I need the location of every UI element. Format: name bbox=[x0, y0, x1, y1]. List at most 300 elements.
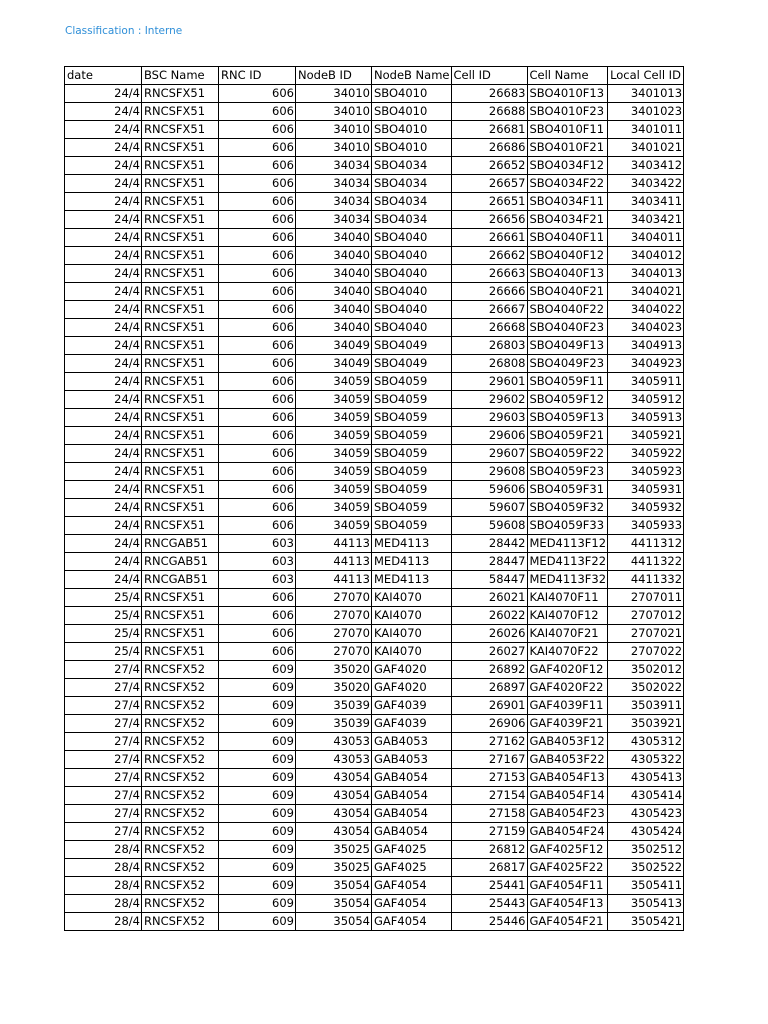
cell-date: 24/4 bbox=[65, 427, 142, 445]
cell-rnc-id: 609 bbox=[219, 895, 296, 913]
cell-date: 25/4 bbox=[65, 625, 142, 643]
cell-nodeb-id: 34034 bbox=[296, 211, 372, 229]
cell-bsc-name: RNCSFX52 bbox=[142, 661, 219, 679]
table-header-row bbox=[65, 67, 684, 85]
cell-nodeb-id: 34034 bbox=[296, 193, 372, 211]
table-row bbox=[65, 103, 684, 121]
cell-date: 28/4 bbox=[65, 859, 142, 877]
table-row bbox=[65, 589, 684, 607]
cell-local-cell-id: 3404022 bbox=[608, 301, 684, 319]
table-row bbox=[65, 283, 684, 301]
cell-bsc-name: RNCSFX52 bbox=[142, 751, 219, 769]
cell-local-cell-id: 4305423 bbox=[608, 805, 684, 823]
cell-date: 24/4 bbox=[65, 211, 142, 229]
header-bsc-name: BSC Name bbox=[142, 67, 219, 85]
table-row bbox=[65, 661, 684, 679]
cell-date: 24/4 bbox=[65, 373, 142, 391]
cell-cell-name: SBO4040F22 bbox=[527, 301, 608, 319]
cell-cell-id: 26657 bbox=[451, 175, 527, 193]
cell-date: 24/4 bbox=[65, 553, 142, 571]
cell-nodeb-id: 27070 bbox=[296, 607, 372, 625]
cell-nodeb-name: GAF4025 bbox=[372, 859, 452, 877]
cell-nodeb-name: GAB4054 bbox=[372, 823, 452, 841]
table-row bbox=[65, 913, 684, 931]
cell-date: 28/4 bbox=[65, 895, 142, 913]
cell-bsc-name: RNCSFX51 bbox=[142, 463, 219, 481]
cell-nodeb-name: SBO4059 bbox=[372, 481, 452, 499]
cell-cell-id: 26666 bbox=[451, 283, 527, 301]
cell-local-cell-id: 4305424 bbox=[608, 823, 684, 841]
table-row bbox=[65, 553, 684, 571]
cell-cell-id: 27153 bbox=[451, 769, 527, 787]
cell-local-cell-id: 4411322 bbox=[608, 553, 684, 571]
cell-cell-id: 26901 bbox=[451, 697, 527, 715]
cell-nodeb-id: 34059 bbox=[296, 481, 372, 499]
cell-nodeb-id: 35025 bbox=[296, 859, 372, 877]
cell-nodeb-id: 34059 bbox=[296, 463, 372, 481]
cell-cell-id: 29606 bbox=[451, 427, 527, 445]
cell-cell-id: 26656 bbox=[451, 211, 527, 229]
cell-cell-name: SBO4034F21 bbox=[527, 211, 608, 229]
cell-bsc-name: RNCSFX52 bbox=[142, 679, 219, 697]
cell-date: 24/4 bbox=[65, 157, 142, 175]
cell-nodeb-name: GAF4025 bbox=[372, 841, 452, 859]
cell-date: 24/4 bbox=[65, 103, 142, 121]
cell-bsc-name: RNCSFX51 bbox=[142, 355, 219, 373]
cell-nodeb-name: GAF4039 bbox=[372, 697, 452, 715]
cell-date: 25/4 bbox=[65, 607, 142, 625]
cell-local-cell-id: 3404012 bbox=[608, 247, 684, 265]
cell-nodeb-name: SBO4059 bbox=[372, 445, 452, 463]
cell-bsc-name: RNCSFX52 bbox=[142, 859, 219, 877]
cell-nodeb-name: SBO4010 bbox=[372, 103, 452, 121]
cell-bsc-name: RNCSFX52 bbox=[142, 805, 219, 823]
cell-date: 24/4 bbox=[65, 391, 142, 409]
cell-cell-name: GAF4039F11 bbox=[527, 697, 608, 715]
cell-cell-id: 58447 bbox=[451, 571, 527, 589]
cell-bsc-name: RNCSFX52 bbox=[142, 697, 219, 715]
cell-nodeb-id: 43053 bbox=[296, 751, 372, 769]
cell-date: 27/4 bbox=[65, 751, 142, 769]
cell-cell-name: GAB4053F22 bbox=[527, 751, 608, 769]
cell-bsc-name: RNCSFX51 bbox=[142, 499, 219, 517]
cell-cell-name: KAI4070F21 bbox=[527, 625, 608, 643]
table-row bbox=[65, 517, 684, 535]
cell-cell-name: GAB4053F12 bbox=[527, 733, 608, 751]
cell-rnc-id: 606 bbox=[219, 193, 296, 211]
cell-local-cell-id: 4305414 bbox=[608, 787, 684, 805]
cell-cell-name: KAI4070F12 bbox=[527, 607, 608, 625]
cell-cell-name: SBO4059F22 bbox=[527, 445, 608, 463]
cell-rnc-id: 606 bbox=[219, 499, 296, 517]
cell-rnc-id: 606 bbox=[219, 481, 296, 499]
cell-cell-id: 26812 bbox=[451, 841, 527, 859]
cell-local-cell-id: 3401011 bbox=[608, 121, 684, 139]
cell-cell-name: SBO4059F32 bbox=[527, 499, 608, 517]
cell-local-cell-id: 3502522 bbox=[608, 859, 684, 877]
table-row bbox=[65, 841, 684, 859]
cell-local-cell-id: 3404013 bbox=[608, 265, 684, 283]
cell-local-cell-id: 4305413 bbox=[608, 769, 684, 787]
cell-rnc-id: 609 bbox=[219, 751, 296, 769]
cell-nodeb-name: GAB4054 bbox=[372, 805, 452, 823]
cell-bsc-name: RNCSFX51 bbox=[142, 211, 219, 229]
cell-rnc-id: 609 bbox=[219, 805, 296, 823]
cell-nodeb-name: SBO4059 bbox=[372, 427, 452, 445]
cell-nodeb-name: GAB4053 bbox=[372, 733, 452, 751]
cell-nodeb-name: SBO4049 bbox=[372, 355, 452, 373]
cell-nodeb-name: SBO4010 bbox=[372, 121, 452, 139]
table-row bbox=[65, 175, 684, 193]
cell-bsc-name: RNCSFX51 bbox=[142, 427, 219, 445]
cell-rnc-id: 606 bbox=[219, 355, 296, 373]
cell-rnc-id: 609 bbox=[219, 679, 296, 697]
cell-cell-id: 27154 bbox=[451, 787, 527, 805]
table-row bbox=[65, 193, 684, 211]
cell-nodeb-name: KAI4070 bbox=[372, 625, 452, 643]
cell-cell-name: SBO4034F12 bbox=[527, 157, 608, 175]
cell-nodeb-name: SBO4049 bbox=[372, 337, 452, 355]
cell-date: 24/4 bbox=[65, 355, 142, 373]
table-row bbox=[65, 679, 684, 697]
cell-nodeb-id: 34010 bbox=[296, 121, 372, 139]
cell-nodeb-id: 34040 bbox=[296, 283, 372, 301]
cell-nodeb-id: 35020 bbox=[296, 661, 372, 679]
cell-nodeb-name: GAF4039 bbox=[372, 715, 452, 733]
cell-cell-name: SBO4049F23 bbox=[527, 355, 608, 373]
cell-bsc-name: RNCSFX51 bbox=[142, 517, 219, 535]
cell-bsc-name: RNCSFX51 bbox=[142, 301, 219, 319]
table-row bbox=[65, 643, 684, 661]
cell-bsc-name: RNCSFX52 bbox=[142, 877, 219, 895]
table-row bbox=[65, 157, 684, 175]
cell-cell-id: 26661 bbox=[451, 229, 527, 247]
cell-nodeb-id: 34010 bbox=[296, 103, 372, 121]
table-row bbox=[65, 877, 684, 895]
cell-nodeb-id: 34040 bbox=[296, 247, 372, 265]
cell-cell-id: 26808 bbox=[451, 355, 527, 373]
cell-nodeb-id: 34034 bbox=[296, 175, 372, 193]
cell-cell-name: SBO4010F11 bbox=[527, 121, 608, 139]
cell-rnc-id: 609 bbox=[219, 715, 296, 733]
cell-date: 27/4 bbox=[65, 805, 142, 823]
cell-cell-name: SBO4059F13 bbox=[527, 409, 608, 427]
cell-date: 25/4 bbox=[65, 589, 142, 607]
table-row bbox=[65, 463, 684, 481]
cell-cell-name: GAF4020F12 bbox=[527, 661, 608, 679]
cell-nodeb-name: SBO4059 bbox=[372, 463, 452, 481]
cell-rnc-id: 606 bbox=[219, 643, 296, 661]
cell-bsc-name: RNCSFX51 bbox=[142, 283, 219, 301]
cell-date: 27/4 bbox=[65, 661, 142, 679]
cell-nodeb-id: 34059 bbox=[296, 517, 372, 535]
cell-local-cell-id: 3505413 bbox=[608, 895, 684, 913]
cell-bsc-name: RNCSFX52 bbox=[142, 769, 219, 787]
cell-cell-name: SBO4010F13 bbox=[527, 85, 608, 103]
cell-nodeb-id: 34059 bbox=[296, 427, 372, 445]
cell-bsc-name: RNCSFX51 bbox=[142, 589, 219, 607]
cell-cell-name: MED4113F32 bbox=[527, 571, 608, 589]
cell-rnc-id: 609 bbox=[219, 877, 296, 895]
cell-rnc-id: 606 bbox=[219, 409, 296, 427]
cell-rnc-id: 606 bbox=[219, 103, 296, 121]
cell-nodeb-name: SBO4040 bbox=[372, 301, 452, 319]
cell-cell-id: 25446 bbox=[451, 913, 527, 931]
cell-local-cell-id: 3503921 bbox=[608, 715, 684, 733]
cell-local-cell-id: 3404011 bbox=[608, 229, 684, 247]
table-row bbox=[65, 265, 684, 283]
cell-cell-id: 59608 bbox=[451, 517, 527, 535]
header-rnc-id: RNC ID bbox=[219, 67, 296, 85]
cell-cell-name: SBO4034F11 bbox=[527, 193, 608, 211]
cell-local-cell-id: 2707011 bbox=[608, 589, 684, 607]
cell-local-cell-id: 2707022 bbox=[608, 643, 684, 661]
cell-nodeb-id: 35054 bbox=[296, 895, 372, 913]
cell-date: 24/4 bbox=[65, 535, 142, 553]
header-cell-id: Cell ID bbox=[451, 67, 527, 85]
cell-bsc-name: RNCSFX52 bbox=[142, 895, 219, 913]
cell-rnc-id: 606 bbox=[219, 427, 296, 445]
cell-local-cell-id: 2707021 bbox=[608, 625, 684, 643]
cell-nodeb-id: 34059 bbox=[296, 499, 372, 517]
cell-nodeb-name: GAF4054 bbox=[372, 877, 452, 895]
cell-local-cell-id: 3502512 bbox=[608, 841, 684, 859]
cell-date: 28/4 bbox=[65, 877, 142, 895]
cell-cell-name: KAI4070F11 bbox=[527, 589, 608, 607]
cell-cell-id: 25441 bbox=[451, 877, 527, 895]
cell-cell-id: 26022 bbox=[451, 607, 527, 625]
cell-nodeb-id: 27070 bbox=[296, 625, 372, 643]
table-row bbox=[65, 895, 684, 913]
cell-nodeb-id: 35020 bbox=[296, 679, 372, 697]
cell-nodeb-id: 43054 bbox=[296, 769, 372, 787]
cell-bsc-name: RNCSFX51 bbox=[142, 643, 219, 661]
cell-date: 27/4 bbox=[65, 787, 142, 805]
header-nodeb-id: NodeB ID bbox=[296, 67, 372, 85]
cell-date: 24/4 bbox=[65, 85, 142, 103]
cell-nodeb-name: GAF4020 bbox=[372, 679, 452, 697]
table-row bbox=[65, 427, 684, 445]
cell-nodeb-id: 35025 bbox=[296, 841, 372, 859]
cell-cell-id: 28442 bbox=[451, 535, 527, 553]
cell-cell-id: 26686 bbox=[451, 139, 527, 157]
cell-rnc-id: 606 bbox=[219, 211, 296, 229]
cell-nodeb-id: 43054 bbox=[296, 787, 372, 805]
cell-date: 24/4 bbox=[65, 481, 142, 499]
cell-date: 24/4 bbox=[65, 121, 142, 139]
cell-nodeb-name: GAF4054 bbox=[372, 913, 452, 931]
cell-cell-id: 26803 bbox=[451, 337, 527, 355]
cell-nodeb-id: 34010 bbox=[296, 85, 372, 103]
cell-rnc-id: 606 bbox=[219, 517, 296, 535]
cell-cell-id: 27162 bbox=[451, 733, 527, 751]
cell-rnc-id: 609 bbox=[219, 913, 296, 931]
cell-cell-name: SBO4040F21 bbox=[527, 283, 608, 301]
cell-cell-name: GAF4039F21 bbox=[527, 715, 608, 733]
cell-nodeb-name: SBO4034 bbox=[372, 211, 452, 229]
cell-local-cell-id: 3404023 bbox=[608, 319, 684, 337]
cell-cell-id: 26668 bbox=[451, 319, 527, 337]
cell-cell-name: SBO4040F11 bbox=[527, 229, 608, 247]
table-row bbox=[65, 607, 684, 625]
cell-rnc-id: 609 bbox=[219, 697, 296, 715]
cell-local-cell-id: 3403411 bbox=[608, 193, 684, 211]
cell-nodeb-id: 44113 bbox=[296, 571, 372, 589]
cell-local-cell-id: 4411312 bbox=[608, 535, 684, 553]
table-row bbox=[65, 751, 684, 769]
cell-local-cell-id: 4305312 bbox=[608, 733, 684, 751]
cell-cell-id: 26688 bbox=[451, 103, 527, 121]
cell-rnc-id: 609 bbox=[219, 787, 296, 805]
cell-nodeb-id: 34049 bbox=[296, 355, 372, 373]
cell-date: 28/4 bbox=[65, 913, 142, 931]
cell-cell-id: 59606 bbox=[451, 481, 527, 499]
cell-date: 24/4 bbox=[65, 337, 142, 355]
table-row bbox=[65, 373, 684, 391]
cell-local-cell-id: 3505421 bbox=[608, 913, 684, 931]
cell-date: 24/4 bbox=[65, 247, 142, 265]
cell-date: 27/4 bbox=[65, 769, 142, 787]
table-row bbox=[65, 139, 684, 157]
cell-cell-name: GAF4054F13 bbox=[527, 895, 608, 913]
cell-nodeb-name: SBO4059 bbox=[372, 499, 452, 517]
table-row bbox=[65, 301, 684, 319]
cell-rnc-id: 606 bbox=[219, 319, 296, 337]
cell-date: 24/4 bbox=[65, 265, 142, 283]
cell-cell-name: SBO4059F12 bbox=[527, 391, 608, 409]
cell-cell-name: GAF4020F22 bbox=[527, 679, 608, 697]
cell-rnc-id: 609 bbox=[219, 859, 296, 877]
cell-bsc-name: RNCSFX51 bbox=[142, 445, 219, 463]
cell-nodeb-id: 35039 bbox=[296, 715, 372, 733]
cell-cell-id: 26652 bbox=[451, 157, 527, 175]
cell-nodeb-name: SBO4040 bbox=[372, 247, 452, 265]
cell-rnc-id: 609 bbox=[219, 823, 296, 841]
cell-rnc-id: 606 bbox=[219, 157, 296, 175]
cell-nodeb-name: SBO4010 bbox=[372, 85, 452, 103]
cell-cell-id: 29603 bbox=[451, 409, 527, 427]
cell-nodeb-id: 34059 bbox=[296, 409, 372, 427]
cell-nodeb-id: 34059 bbox=[296, 445, 372, 463]
cell-rnc-id: 606 bbox=[219, 391, 296, 409]
cell-date: 27/4 bbox=[65, 733, 142, 751]
cell-nodeb-name: KAI4070 bbox=[372, 589, 452, 607]
cell-cell-name: SBO4040F12 bbox=[527, 247, 608, 265]
cell-cell-id: 27158 bbox=[451, 805, 527, 823]
cell-nodeb-name: SBO4059 bbox=[372, 373, 452, 391]
cell-cell-name: GAB4054F23 bbox=[527, 805, 608, 823]
table-row bbox=[65, 247, 684, 265]
cell-cell-id: 26897 bbox=[451, 679, 527, 697]
cell-nodeb-id: 43053 bbox=[296, 733, 372, 751]
cell-bsc-name: RNCSFX52 bbox=[142, 715, 219, 733]
cell-cell-id: 29607 bbox=[451, 445, 527, 463]
cell-cell-name: GAB4054F13 bbox=[527, 769, 608, 787]
cell-rnc-id: 603 bbox=[219, 535, 296, 553]
cell-nodeb-id: 35054 bbox=[296, 877, 372, 895]
cell-bsc-name: RNCSFX51 bbox=[142, 409, 219, 427]
header-local-cell-id: Local Cell ID bbox=[608, 67, 684, 85]
table-row bbox=[65, 715, 684, 733]
cell-cell-id: 26651 bbox=[451, 193, 527, 211]
cell-cell-id: 26663 bbox=[451, 265, 527, 283]
cell-bsc-name: RNCSFX51 bbox=[142, 139, 219, 157]
table-row bbox=[65, 535, 684, 553]
cell-date: 27/4 bbox=[65, 823, 142, 841]
cell-date: 24/4 bbox=[65, 463, 142, 481]
table-row bbox=[65, 121, 684, 139]
cell-cell-name: SBO4049F13 bbox=[527, 337, 608, 355]
cell-cell-id: 25443 bbox=[451, 895, 527, 913]
cell-nodeb-id: 34059 bbox=[296, 373, 372, 391]
cell-bsc-name: RNCSFX51 bbox=[142, 625, 219, 643]
cell-nodeb-id: 34010 bbox=[296, 139, 372, 157]
cell-rnc-id: 606 bbox=[219, 463, 296, 481]
cell-rnc-id: 606 bbox=[219, 175, 296, 193]
cell-local-cell-id: 3502022 bbox=[608, 679, 684, 697]
header-nodeb-name: NodeB Name bbox=[372, 67, 452, 85]
table-row bbox=[65, 625, 684, 643]
cell-nodeb-name: SBO4040 bbox=[372, 283, 452, 301]
cell-local-cell-id: 3404021 bbox=[608, 283, 684, 301]
cell-local-cell-id: 4305322 bbox=[608, 751, 684, 769]
cell-rnc-id: 603 bbox=[219, 553, 296, 571]
cell-local-cell-id: 3405923 bbox=[608, 463, 684, 481]
cell-cell-id: 26681 bbox=[451, 121, 527, 139]
table-row bbox=[65, 319, 684, 337]
cell-local-cell-id: 3405933 bbox=[608, 517, 684, 535]
cell-cell-id: 26026 bbox=[451, 625, 527, 643]
cell-local-cell-id: 4411332 bbox=[608, 571, 684, 589]
cell-cell-name: SBO4059F23 bbox=[527, 463, 608, 481]
cell-local-cell-id: 3404923 bbox=[608, 355, 684, 373]
cell-local-cell-id: 3403422 bbox=[608, 175, 684, 193]
cell-bsc-name: RNCSFX52 bbox=[142, 787, 219, 805]
table-row bbox=[65, 571, 684, 589]
cell-bsc-name: RNCSFX52 bbox=[142, 733, 219, 751]
cell-cell-id: 27167 bbox=[451, 751, 527, 769]
cell-date: 24/4 bbox=[65, 283, 142, 301]
cell-date: 24/4 bbox=[65, 319, 142, 337]
cell-nodeb-name: SBO4040 bbox=[372, 265, 452, 283]
cell-nodeb-name: KAI4070 bbox=[372, 643, 452, 661]
cell-date: 24/4 bbox=[65, 229, 142, 247]
cell-date: 24/4 bbox=[65, 571, 142, 589]
cell-cell-name: SBO4040F13 bbox=[527, 265, 608, 283]
cell-nodeb-name: MED4113 bbox=[372, 553, 452, 571]
table-row bbox=[65, 391, 684, 409]
cell-data-table bbox=[64, 66, 684, 931]
table-row bbox=[65, 229, 684, 247]
cell-nodeb-name: GAB4054 bbox=[372, 769, 452, 787]
cell-bsc-name: RNCGAB51 bbox=[142, 553, 219, 571]
cell-cell-name: SBO4010F21 bbox=[527, 139, 608, 157]
cell-nodeb-name: GAB4053 bbox=[372, 751, 452, 769]
cell-local-cell-id: 3401013 bbox=[608, 85, 684, 103]
cell-nodeb-name: SBO4059 bbox=[372, 517, 452, 535]
cell-rnc-id: 609 bbox=[219, 841, 296, 859]
cell-bsc-name: RNCSFX51 bbox=[142, 193, 219, 211]
cell-rnc-id: 606 bbox=[219, 373, 296, 391]
cell-rnc-id: 606 bbox=[219, 445, 296, 463]
cell-date: 24/4 bbox=[65, 301, 142, 319]
cell-nodeb-name: MED4113 bbox=[372, 535, 452, 553]
cell-nodeb-name: KAI4070 bbox=[372, 607, 452, 625]
cell-rnc-id: 606 bbox=[219, 625, 296, 643]
cell-nodeb-id: 34059 bbox=[296, 391, 372, 409]
cell-local-cell-id: 3405921 bbox=[608, 427, 684, 445]
cell-nodeb-id: 34034 bbox=[296, 157, 372, 175]
